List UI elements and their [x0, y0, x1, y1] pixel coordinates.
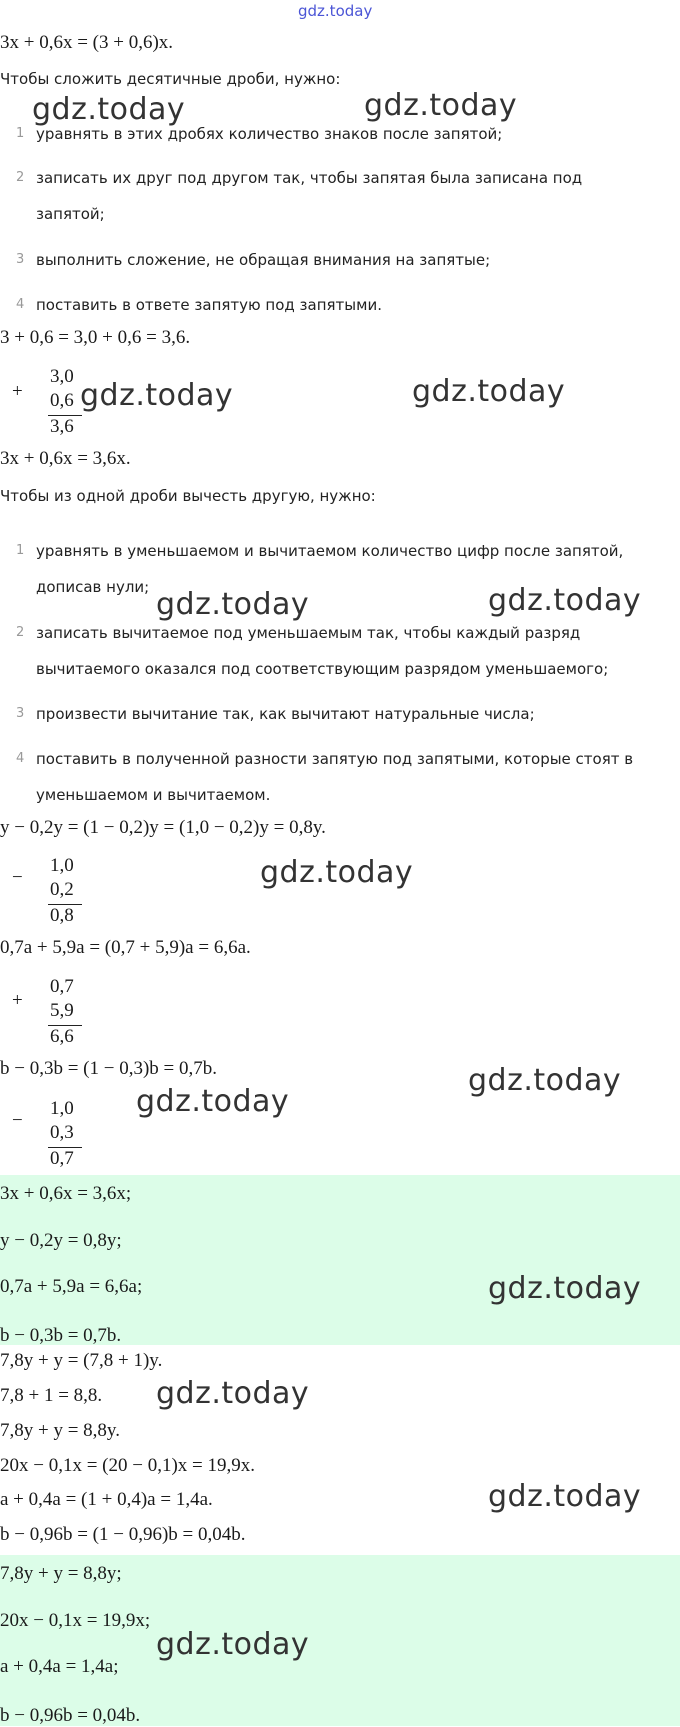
answer-line: b − 0,96b = 0,04b.: [0, 1705, 141, 1726]
rule-add-step-4: поставить в ответе запятую под запятыми.: [36, 296, 382, 314]
step-number: 4: [16, 297, 25, 312]
watermark: gdz.today: [80, 378, 234, 413]
rule-sub-step-1-cont: дописав нули;: [36, 578, 150, 596]
answer-block: [0, 1175, 680, 1345]
task2-line: a + 0,4a = (1 + 0,4)a = 1,4a.: [0, 1489, 213, 1510]
column-operand: 0,2: [50, 879, 74, 900]
answer-line: y − 0,2y = 0,8y;: [0, 1230, 122, 1251]
equation-5: 0,7a + 5,9a = (0,7 + 5,9)a = 6,6a.: [0, 937, 251, 958]
equation-3: 3x + 0,6x = 3,6x.: [0, 448, 131, 469]
watermark: gdz.today: [156, 1627, 310, 1662]
task2-line: b − 0,96b = (1 − 0,96)b = 0,04b.: [0, 1524, 246, 1545]
equation-6: b − 0,3b = (1 − 0,3)b = 0,7b.: [0, 1058, 218, 1079]
column-operator: +: [12, 381, 23, 402]
header-watermark: gdz.today: [298, 2, 373, 20]
rule-sub-step-2-cont: вычитаемого оказался под соответствующим разрядом уменьшаемого;: [36, 660, 609, 678]
rule-sub-step-1: уравнять в уменьшаемом и вычитаемом количество цифр после запятой,: [36, 542, 624, 560]
answer-line: 3x + 0,6x = 3,6x;: [0, 1183, 132, 1204]
column-result: 0,7: [50, 1148, 74, 1169]
equation-4: y − 0,2y = (1 − 0,2)y = (1,0 − 0,2)y = 0,8y.: [0, 817, 326, 838]
watermark: gdz.today: [260, 855, 414, 890]
watermark: gdz.today: [364, 88, 518, 123]
rule-add-title: Чтобы сложить десятичные дроби, нужно:: [0, 70, 341, 88]
watermark: gdz.today: [488, 583, 642, 618]
column-operand: 1,0: [50, 855, 74, 876]
equation-2: 3 + 0,6 = 3,0 + 0,6 = 3,6.: [0, 327, 191, 348]
task2-line: 7,8 + 1 = 8,8.: [0, 1385, 103, 1406]
rule-sub-step-4: поставить в полученной разности запятую под запятыми, которые стоят в: [36, 750, 634, 768]
rule-sub-step-4-cont: уменьшаемом и вычитаемом.: [36, 786, 271, 804]
watermark: gdz.today: [156, 587, 310, 622]
rule-add-step-3: выполнить сложение, не обращая внимания на запятые;: [36, 251, 491, 269]
column-calculation: [48, 976, 88, 1052]
column-operator: −: [12, 1110, 23, 1131]
column-operand: 1,0: [50, 1098, 74, 1119]
column-operand: 0,7: [50, 976, 74, 997]
rule-add-step-1: уравнять в этих дробях количество знаков после запятой;: [36, 125, 503, 143]
answer-line: 20x − 0,1x = 19,9x;: [0, 1610, 151, 1631]
answer-line: 7,8y + y = 8,8y;: [0, 1563, 122, 1584]
column-calculation: [48, 1098, 88, 1174]
column-operand: 3,0: [50, 366, 74, 387]
task2-line: 20x − 0,1x = (20 − 0,1)x = 19,9x.: [0, 1455, 256, 1476]
task2-line: 7,8y + y = 8,8y.: [0, 1420, 120, 1441]
step-number: 3: [16, 706, 25, 721]
rule-sub-title: Чтобы из одной дроби вычесть другую, нужно:: [0, 487, 376, 505]
step-number: 1: [16, 543, 25, 558]
column-operator: +: [12, 990, 23, 1011]
column-result: 3,6: [50, 416, 74, 437]
watermark: gdz.today: [32, 92, 186, 127]
column-operand: 0,3: [50, 1122, 74, 1143]
step-number: 2: [16, 625, 25, 640]
rule-sub-step-3: произвести вычитание так, как вычитают натуральные числа;: [36, 705, 535, 723]
answer-line: a + 0,4a = 1,4a;: [0, 1656, 119, 1677]
watermark: gdz.today: [156, 1376, 310, 1411]
watermark: gdz.today: [136, 1084, 290, 1119]
answer-line: b − 0,3b = 0,7b.: [0, 1325, 122, 1346]
answer-block: [0, 1555, 680, 1726]
step-number: 1: [16, 126, 25, 141]
answer-line: 0,7a + 5,9a = 6,6a;: [0, 1276, 143, 1297]
rule-add-step-2: записать их друг под другом так, чтобы запятая была записана под: [36, 169, 583, 187]
column-operand: 5,9: [50, 1000, 74, 1021]
watermark: gdz.today: [412, 374, 566, 409]
column-operator: −: [12, 867, 23, 888]
rule-sub-step-2: записать вычитаемое под уменьшаемым так, чтобы каждый разряд: [36, 624, 581, 642]
column-operand: 0,6: [50, 390, 74, 411]
watermark: gdz.today: [468, 1063, 622, 1098]
rule-add-step-2-cont: запятой;: [36, 205, 105, 223]
column-result: 0,8: [50, 905, 74, 926]
watermark: gdz.today: [488, 1479, 642, 1514]
step-number: 4: [16, 751, 25, 766]
column-calculation: [48, 855, 88, 931]
column-result: 6,6: [50, 1026, 74, 1047]
watermark: gdz.today: [488, 1271, 642, 1306]
equation-1: 3x + 0,6x = (3 + 0,6)x.: [0, 32, 174, 53]
step-number: 3: [16, 252, 25, 267]
step-number: 2: [16, 170, 25, 185]
task2-line: 7,8y + y = (7,8 + 1)y.: [0, 1350, 163, 1371]
